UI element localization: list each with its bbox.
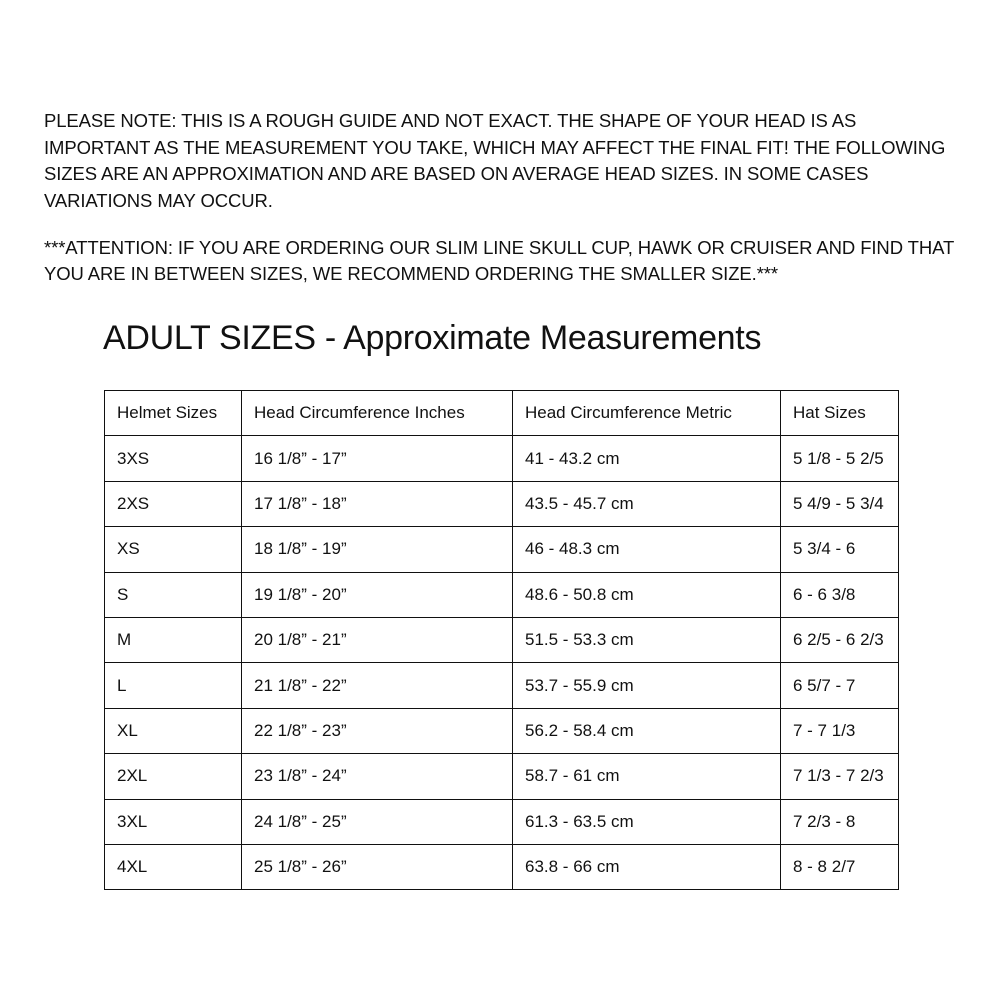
table-row — [105, 481, 899, 526]
table-row — [105, 708, 899, 753]
cell-helmet-size: M — [105, 617, 242, 662]
cell-inches: 21 1/8” - 22” — [242, 663, 513, 708]
note-paragraph-2: ***ATTENTION: IF YOU ARE ORDERING OUR SLIM LINE SKULL CUP, HAWK OR CRUISER AND FIND THAT YOU ARE IN BETWEEN SIZES, WE RECOMMEND ORDERING THE SMALLER SIZE.*** — [44, 236, 954, 285]
cell-helmet-size: XS — [105, 527, 242, 572]
table-body — [105, 436, 899, 890]
cell-hat-size: 6 5/7 - 7 — [781, 663, 899, 708]
cell-helmet-size: 4XL — [105, 844, 242, 889]
table-header — [105, 391, 899, 436]
disclaimer-notes — [44, 108, 956, 288]
cell-inches: 23 1/8” - 24” — [242, 754, 513, 799]
table-row — [105, 663, 899, 708]
column-header-head-circumference-inches: Head Circumference Inches — [242, 391, 513, 436]
cell-inches: 19 1/8” - 20” — [242, 572, 513, 617]
page-title-text: ADULT SIZES - Approximate Measurements — [103, 319, 762, 357]
cell-helmet-size: 3XS — [105, 436, 242, 481]
cell-hat-size: 5 1/8 - 5 2/5 — [781, 436, 899, 481]
cell-hat-size: 5 4/9 - 5 3/4 — [781, 481, 899, 526]
cell-metric: 53.7 - 55.9 cm — [513, 663, 781, 708]
table-row — [105, 844, 899, 889]
column-header-helmet-sizes: Helmet Sizes — [105, 391, 242, 436]
table-row — [105, 617, 899, 662]
cell-inches: 25 1/8” - 26” — [242, 844, 513, 889]
cell-inches: 24 1/8” - 25” — [242, 799, 513, 844]
table-row — [105, 799, 899, 844]
cell-metric: 56.2 - 58.4 cm — [513, 708, 781, 753]
cell-hat-size: 6 2/5 - 6 2/3 — [781, 617, 899, 662]
cell-helmet-size: 2XS — [105, 481, 242, 526]
cell-hat-size: 8 - 8 2/7 — [781, 844, 899, 889]
cell-metric: 41 - 43.2 cm — [513, 436, 781, 481]
column-header-head-circumference-metric: Head Circumference Metric — [513, 391, 781, 436]
cell-metric: 63.8 - 66 cm — [513, 844, 781, 889]
table-header-row — [105, 391, 899, 436]
cell-metric: 58.7 - 61 cm — [513, 754, 781, 799]
column-header-hat-sizes: Hat Sizes — [781, 391, 899, 436]
cell-helmet-size: S — [105, 572, 242, 617]
table-row — [105, 527, 899, 572]
cell-hat-size: 7 2/3 - 8 — [781, 799, 899, 844]
table-row — [105, 754, 899, 799]
cell-inches: 22 1/8” - 23” — [242, 708, 513, 753]
cell-helmet-size: XL — [105, 708, 242, 753]
cell-metric: 46 - 48.3 cm — [513, 527, 781, 572]
cell-helmet-size: 3XL — [105, 799, 242, 844]
adult-sizes-table — [104, 390, 899, 890]
cell-hat-size: 7 1/3 - 7 2/3 — [781, 754, 899, 799]
cell-metric: 51.5 - 53.3 cm — [513, 617, 781, 662]
cell-inches: 16 1/8” - 17” — [242, 436, 513, 481]
cell-metric: 43.5 - 45.7 cm — [513, 481, 781, 526]
cell-hat-size: 6 - 6 3/8 — [781, 572, 899, 617]
cell-inches: 20 1/8” - 21” — [242, 617, 513, 662]
cell-hat-size: 5 3/4 - 6 — [781, 527, 899, 572]
cell-helmet-size: 2XL — [105, 754, 242, 799]
page-title — [103, 320, 761, 357]
cell-inches: 17 1/8” - 18” — [242, 481, 513, 526]
note-paragraph-1: PLEASE NOTE: THIS IS A ROUGH GUIDE AND NOT EXACT. THE SHAPE OF YOUR HEAD IS AS IMPORTANT AS THE MEASUREMENT YOU TAKE, WHICH MAY AFFECT THE FINAL FIT! THE FOLLOWING SIZES ARE AN APPROXIMATION AND ARE BASED ON AVERAGE HEAD SIZES. IN SOME CASES VARIATIONS MAY OCCUR. — [44, 110, 946, 211]
cell-metric: 61.3 - 63.5 cm — [513, 799, 781, 844]
cell-metric: 48.6 - 50.8 cm — [513, 572, 781, 617]
cell-helmet-size: L — [105, 663, 242, 708]
cell-inches: 18 1/8” - 19” — [242, 527, 513, 572]
table-row — [105, 572, 899, 617]
cell-hat-size: 7 - 7 1/3 — [781, 708, 899, 753]
table-row — [105, 436, 899, 481]
